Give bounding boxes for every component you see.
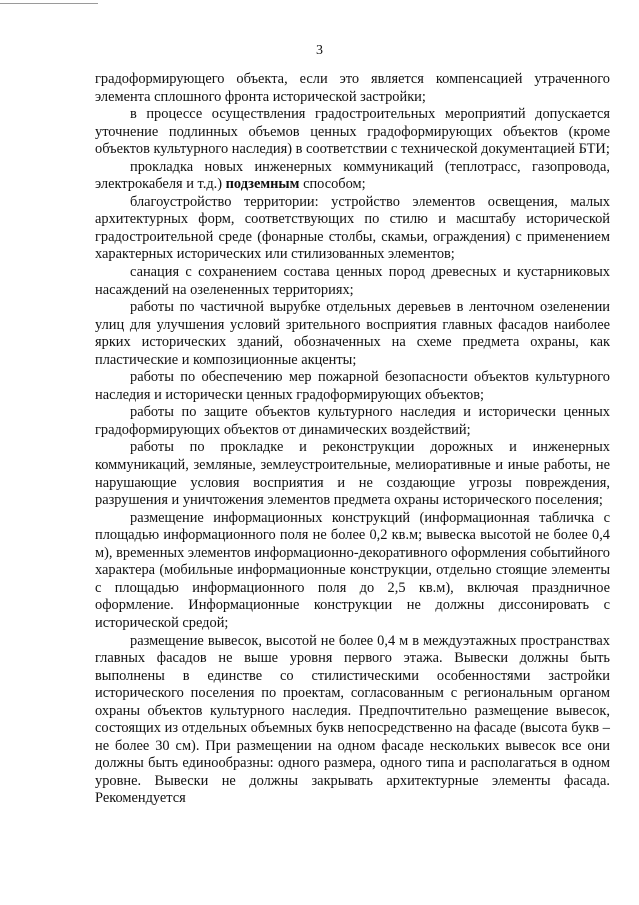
paragraph-bti-clarification: в процессе осуществления градостроительных мероприятий допускается уточнение подлинных объемов ценных градоформирующих объектов (кроме объектов культурного наследия) в соответствии с технической документацией БТИ; [95, 106, 610, 158]
paragraph-underground-utilities [95, 159, 610, 194]
paragraph-landscaping: благоустройство территории: устройство элементов освещения, малых архитектурных форм, соответствующих по стилю и масштабу исторической градостроительной среде (фонарные столбы, скамьи, ограждения) с применением характерных исторических или стилизованных элементов; [95, 193, 610, 263]
paragraph-information-structures: размещение информационных конструкций (информационная табличка с площадью информационного поля не более 0,2 кв.м; вывеска высотой не более 0,4 м), временных элементов информационно-декоративного оформления событийного характера (мобильные информационные конструкции, отдельно стоящие элементы с площадью информационного поля до 2,5 кв.м), включая праздничное оформление. Информационные конструкции не должны диссонировать с исторической средой; [95, 509, 610, 631]
document-body [95, 71, 610, 808]
paragraph-signboards: размещение вывесок, высотой не более 0,4 м в междуэтажных пространствах главных фасадов не выше уровня первого этажа. Вывески должны быть выполнены в единстве со стилистическими особенностями застройки исторического поселения по проектам, согласованным с региональным органом охраны объектов культурного наследия. Предпочтительно размещение вывесок, состоящих из отдельных объемных букв непосредственно на фасаде (высота букв – не более 30 см). При размещении на одном фасаде нескольких вывесок все они должны быть единообразны: одного размера, одного типа и располагаться в одном уровне. Вывески не должны закрывать архитектурные элементы фасада. Рекомендуется [95, 632, 610, 807]
paragraph-sanitation-greenery: санация с сохранением состава ценных пород древесных и кустарниковых насаждений на озелененных территориях; [95, 264, 610, 298]
page-number: 3 [316, 43, 323, 58]
top-edge-rule [0, 3, 98, 4]
paragraph-underground-utilities-tail: способом; [299, 176, 366, 193]
paragraph-tree-cutting: работы по частичной вырубке отдельных деревьев в ленточном озеленении улиц для улучшения условий зрительного восприятия главных фасадов наиболее ярких исторических зданий, обозначенных на схеме предмета охраны, как пластические и композиционные акценты; [95, 299, 610, 368]
emphasis-underground: подземным [225, 176, 300, 193]
paragraph-fire-safety: работы по обеспечению мер пожарной безопасности объектов культурного наследия и исторически ценных градоформирующих объектов; [95, 369, 610, 403]
paragraph-road-works: работы по прокладке и реконструкции дорожных и инженерных коммуникаций, земляные, землеустроительные, мелиоративные и иные работы, не нарушающие условия восприятия и не создающие угрозы повреждения, разрушения и уничтожения элементов предмета охраны исторического поселения; [95, 439, 610, 509]
paragraph-continuation: градоформирующего объекта, если это является компенсацией утраченного элемента сплошного фронта исторической застройки; [95, 71, 610, 105]
paragraph-underground-utilities-lead: прокладка новых инженерных коммуникаций (теплотрасс, газопровода, электрокабеля и т.д.) [95, 158, 610, 193]
paragraph-dynamic-protection: работы по защите объектов культурного наследия и исторически ценных градоформирующих объектов от динамических воздействий; [95, 404, 610, 438]
